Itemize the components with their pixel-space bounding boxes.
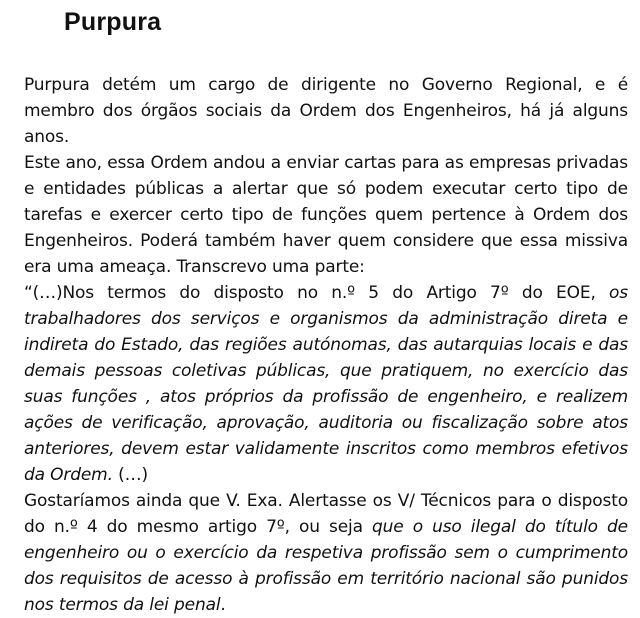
- paragraph-4-intro: Gostaríamos ainda que V. Exa. Alertasse os V/ Técnicos para o disposto do n.º 4 do mesmo artigo 7º, ou seja: [24, 491, 628, 537]
- paragraph-1: [24, 72, 628, 150]
- paragraph-2: [24, 150, 628, 280]
- paragraph-3: [24, 280, 628, 488]
- document-title: Purpura: [64, 8, 162, 36]
- quote-intro: “(…)Nos termos do disposto no n.º 5 do Artigo 7º do EOE,: [24, 283, 596, 303]
- paragraph-1-text: Purpura detém um cargo de dirigente no Governo Regional, e é membro dos órgãos sociais da Ordem dos Engenheiros, há já alguns anos.: [24, 75, 628, 147]
- quote-ellipsis: (…): [118, 465, 148, 485]
- paragraph-4-end: .: [220, 595, 226, 615]
- paragraph-4-quote: que o uso ilegal do título de engenheiro ou o exercício da respetiva profissão sem o cumprimento dos requisitos de acesso à profissão em território nacional são punidos nos termos da lei penal: [24, 517, 628, 615]
- paragraph-4: [24, 488, 628, 618]
- paragraph-2-text: Este ano, essa Ordem andou a enviar cartas para as empresas privadas e entidades públicas a alertar que só podem executar certo tipo de tarefas e exercer certo tipo de funções quem pertence à Ordem dos Engenheiros. Poderá também haver quem considere que essa missiva era uma ameaça. Transcrevo uma parte:: [24, 153, 628, 277]
- document-body: [24, 72, 628, 618]
- quote-text: os trabalhadores dos serviços e organismos da administração direta e indireta do Estado, das regiões autónomas, das autarquias locais e das demais pessoas coletivas públicas, que pratiquem, no exercício das suas funções , atos próprios da profissão de engenheiro, e realizem ações de verificação, aprovação, auditoria ou fiscalização sobre atos anteriores, devem estar validamente inscritos como membros efetivos da Ordem.: [24, 283, 628, 485]
